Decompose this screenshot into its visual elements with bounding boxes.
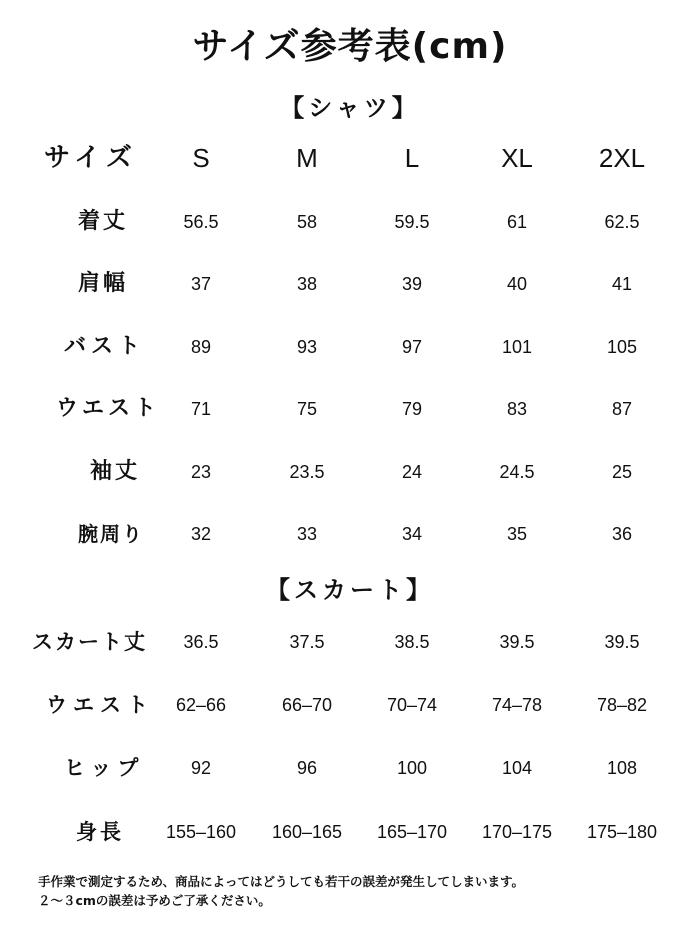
row-label: スカート丈 bbox=[32, 630, 147, 654]
skirt-row-height bbox=[0, 812, 700, 852]
skirt-row-waist bbox=[0, 685, 700, 725]
cell-s: 92 bbox=[190, 758, 212, 778]
skirt-section-title: 【スカート】 bbox=[266, 576, 434, 604]
cell-xl: 61 bbox=[506, 212, 528, 232]
cell-2xl: 78–82 bbox=[596, 695, 648, 715]
skirt-row-hip bbox=[0, 748, 700, 788]
cell-l: 100 bbox=[396, 758, 428, 778]
cell-l: 34 bbox=[401, 524, 423, 544]
cell-xl: 24.5 bbox=[499, 462, 535, 482]
cell-xl: 74–78 bbox=[491, 695, 543, 715]
cell-2xl: 25 bbox=[611, 462, 633, 482]
shirt-section-title: 【シャツ】 bbox=[280, 94, 420, 122]
cell-xl: 40 bbox=[506, 274, 528, 294]
cell-l: 79 bbox=[401, 399, 423, 419]
size-l: L bbox=[404, 143, 420, 173]
cell-m: 93 bbox=[296, 337, 318, 357]
size-m: M bbox=[296, 143, 318, 173]
row-label: ウエスト bbox=[56, 396, 161, 421]
cell-m: 38 bbox=[296, 274, 318, 294]
cell-2xl: 39.5 bbox=[604, 632, 640, 652]
cell-s: 89 bbox=[190, 337, 212, 357]
cell-2xl: 36 bbox=[611, 524, 633, 544]
row-label: 袖丈 bbox=[90, 459, 141, 484]
note-line-2: ２〜３cmの誤差は予めご了承ください。 bbox=[38, 893, 271, 908]
cell-l: 39 bbox=[401, 274, 423, 294]
cell-xl: 39.5 bbox=[499, 632, 535, 652]
cell-xl: 101 bbox=[501, 337, 533, 357]
page-title: サイズ参考表(cm) bbox=[192, 26, 508, 67]
cell-m: 33 bbox=[296, 524, 318, 544]
cell-2xl: 41 bbox=[611, 274, 633, 294]
row-label: ヒップ bbox=[64, 756, 145, 780]
shirt-row-arm bbox=[0, 514, 700, 554]
cell-xl: 104 bbox=[501, 758, 533, 778]
row-label: バスト bbox=[64, 334, 146, 359]
shirt-row-waist bbox=[0, 389, 700, 429]
cell-s: 32 bbox=[190, 524, 212, 544]
cell-s: 23 bbox=[190, 462, 212, 482]
row-label: 肩幅 bbox=[78, 271, 129, 296]
cell-m: 96 bbox=[296, 758, 318, 778]
cell-2xl: 105 bbox=[606, 337, 638, 357]
cell-s: 56.5 bbox=[183, 212, 219, 232]
size-header-label: サイズ bbox=[44, 143, 138, 173]
cell-2xl: 108 bbox=[606, 758, 638, 778]
cell-m: 66–70 bbox=[281, 695, 333, 715]
shirt-row-sleeve bbox=[0, 452, 700, 492]
cell-l: 24 bbox=[401, 462, 423, 482]
cell-s: 36.5 bbox=[183, 632, 219, 652]
shirt-row-length bbox=[0, 202, 700, 242]
cell-2xl: 175–180 bbox=[586, 822, 658, 842]
cell-m: 23.5 bbox=[289, 462, 325, 482]
cell-2xl: 62.5 bbox=[604, 212, 640, 232]
cell-s: 37 bbox=[190, 274, 212, 294]
cell-l: 70–74 bbox=[386, 695, 438, 715]
size-header-row bbox=[0, 138, 700, 178]
row-label: 腕周り bbox=[78, 522, 144, 546]
cell-l: 38.5 bbox=[394, 632, 430, 652]
shirt-row-bust bbox=[0, 327, 700, 367]
row-label: ウエスト bbox=[46, 693, 154, 717]
cell-m: 160–165 bbox=[271, 822, 343, 842]
cell-s: 71 bbox=[190, 399, 212, 419]
row-label: 身長 bbox=[76, 820, 124, 844]
row-label: 着丈 bbox=[78, 209, 129, 234]
cell-l: 165–170 bbox=[376, 822, 448, 842]
shirt-row-shoulder bbox=[0, 264, 700, 304]
cell-l: 97 bbox=[401, 337, 423, 357]
note-line-1: 手作業で測定するため、商品によってはどうしても若干の誤差が発生してしまいます。 bbox=[38, 874, 525, 889]
size-xl: XL bbox=[501, 143, 533, 173]
cell-2xl: 87 bbox=[611, 399, 633, 419]
cell-m: 37.5 bbox=[289, 632, 325, 652]
size-s: S bbox=[192, 143, 210, 173]
cell-l: 59.5 bbox=[394, 212, 430, 232]
cell-m: 58 bbox=[296, 212, 318, 232]
cell-xl: 35 bbox=[506, 524, 528, 544]
cell-xl: 83 bbox=[506, 399, 528, 419]
cell-m: 75 bbox=[296, 399, 318, 419]
cell-s: 62–66 bbox=[175, 695, 227, 715]
skirt-row-length bbox=[0, 622, 700, 662]
cell-xl: 170–175 bbox=[481, 822, 553, 842]
size-2xl: 2XL bbox=[598, 143, 646, 173]
cell-s: 155–160 bbox=[165, 822, 237, 842]
